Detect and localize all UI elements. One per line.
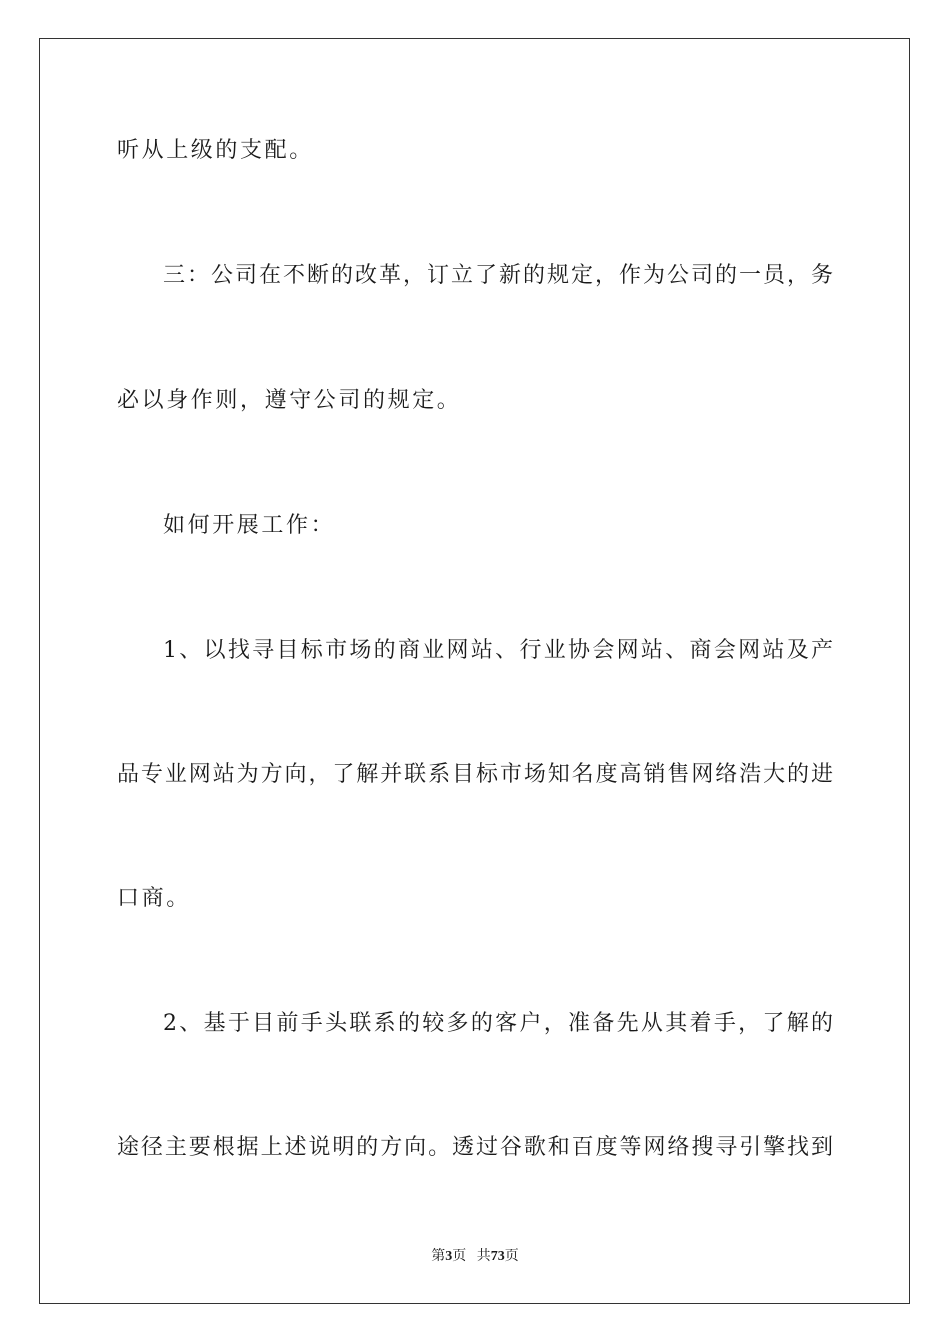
- text-line-8: 2、基于目前手头联系的较多的客户，准备先从其着手，了解的: [163, 1011, 833, 1036]
- footer-total-pages: 73: [490, 1249, 505, 1264]
- footer-page-prefix: 第: [431, 1249, 446, 1264]
- text-line-6: 品专业网站为方向，了解并联系目标市场知名度高销售网络浩大的进: [117, 762, 833, 787]
- footer-page-number: 3: [445, 1249, 453, 1264]
- text-line-7: 口商。: [117, 886, 191, 911]
- text-line-5: 1、以找寻目标市场的商业网站、行业协会网站、商会网站及产: [163, 638, 833, 663]
- text-line-9: 途径主要根据上述说明的方向。透过谷歌和百度等网络搜寻引擎找到: [117, 1135, 833, 1160]
- section-heading: 如何开展工作：: [163, 513, 336, 538]
- page-border: [39, 38, 910, 1304]
- footer-page-suffix: 页: [452, 1249, 467, 1264]
- page-footer: [0, 1247, 950, 1267]
- text-line-1: 听从上级的支配。: [117, 138, 314, 163]
- text-line-2: 三：公司在不断的改革，订立了新的规定，作为公司的一员，务: [163, 263, 833, 288]
- text-line-3: 必以身作则，遵守公司的规定。: [117, 388, 462, 413]
- footer-total-prefix: 共: [476, 1249, 491, 1264]
- footer-total-suffix: 页: [504, 1249, 519, 1264]
